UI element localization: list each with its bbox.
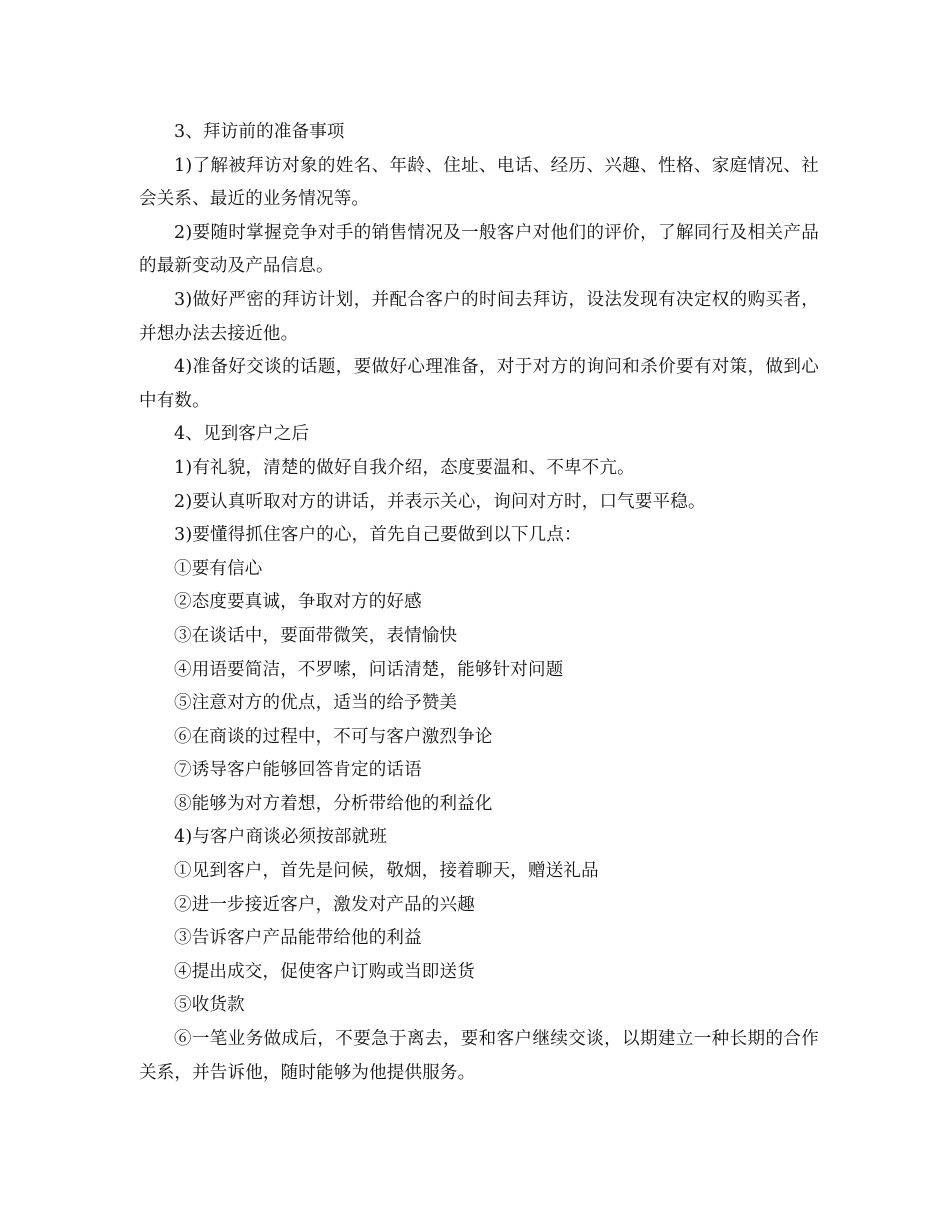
paragraph: 1)有礼貌，清楚的做好自我介绍，态度要温和、不卑不亢。 xyxy=(174,457,635,478)
paragraph: 2)要认真听取对方的讲话，并表示关心，询问对方时，口气要平稳。 xyxy=(174,491,706,512)
section-heading-meeting: 4、见到客户之后 xyxy=(174,424,310,445)
list-item: ①见到客户，首先是问候，敬烟，接着聊天，赠送礼品 xyxy=(174,861,599,882)
list-item: ⑦诱导客户能够回答肯定的话语 xyxy=(174,760,422,781)
paragraph: 2)要随时掌握竞争对手的销售情况及一般客户对他们的评价，了解同行及相关产品的最新变动及产品信息。 xyxy=(139,222,819,277)
list-item: ③告诉客户产品能带给他的利益 xyxy=(174,928,422,949)
paragraph: 4)与客户商谈必须按部就班 xyxy=(174,827,388,848)
list-item: ⑤收货款 xyxy=(174,995,245,1016)
list-item: ④提出成交，促使客户订购或当即送货 xyxy=(174,961,475,982)
paragraph: 3)做好严密的拜访计划，并配合客户的时间去拜访，设法发现有决定权的购买者，并想办法去接近他。 xyxy=(139,289,819,344)
paragraph: 3)要懂得抓住客户的心，首先自己要做到以下几点： xyxy=(174,525,582,546)
list-item: ⑧能够为对方着想，分析带给他的利益化 xyxy=(174,793,493,814)
list-item: ③在谈话中，要面带微笑，表情愉快 xyxy=(174,625,458,646)
list-item: ④用语要简洁，不罗嗦，问话清楚，能够针对问题 xyxy=(174,659,564,680)
list-item: ⑥在商谈的过程中，不可与客户激烈争论 xyxy=(174,726,493,747)
list-item: ②进一步接近客户，激发对产品的兴趣 xyxy=(174,894,475,915)
list-item: ①要有信心 xyxy=(174,558,263,579)
list-item: ②态度要真诚，争取对方的好感 xyxy=(174,592,422,613)
document-body xyxy=(139,116,819,1090)
paragraph: 4)准备好交谈的话题，要做好心理准备，对于对方的询问和杀价要有对策，做到心中有数。 xyxy=(139,357,819,411)
paragraph: 1)了解被拜访对象的姓名、年龄、住址、电话、经历、兴趣、性格、家庭情况、社会关系、最近的业务情况等。 xyxy=(139,155,819,210)
section-heading-preparation: 3、拜访前的准备事项 xyxy=(174,122,345,142)
list-item: ⑥一笔业务做成后，不要急于离去，要和客户继续交谈，以期建立一种长期的合作关系，并告诉他，随时能够为他提供服务。 xyxy=(139,1029,819,1083)
list-item: ⑤注意对方的优点，适当的给予赞美 xyxy=(174,693,458,714)
